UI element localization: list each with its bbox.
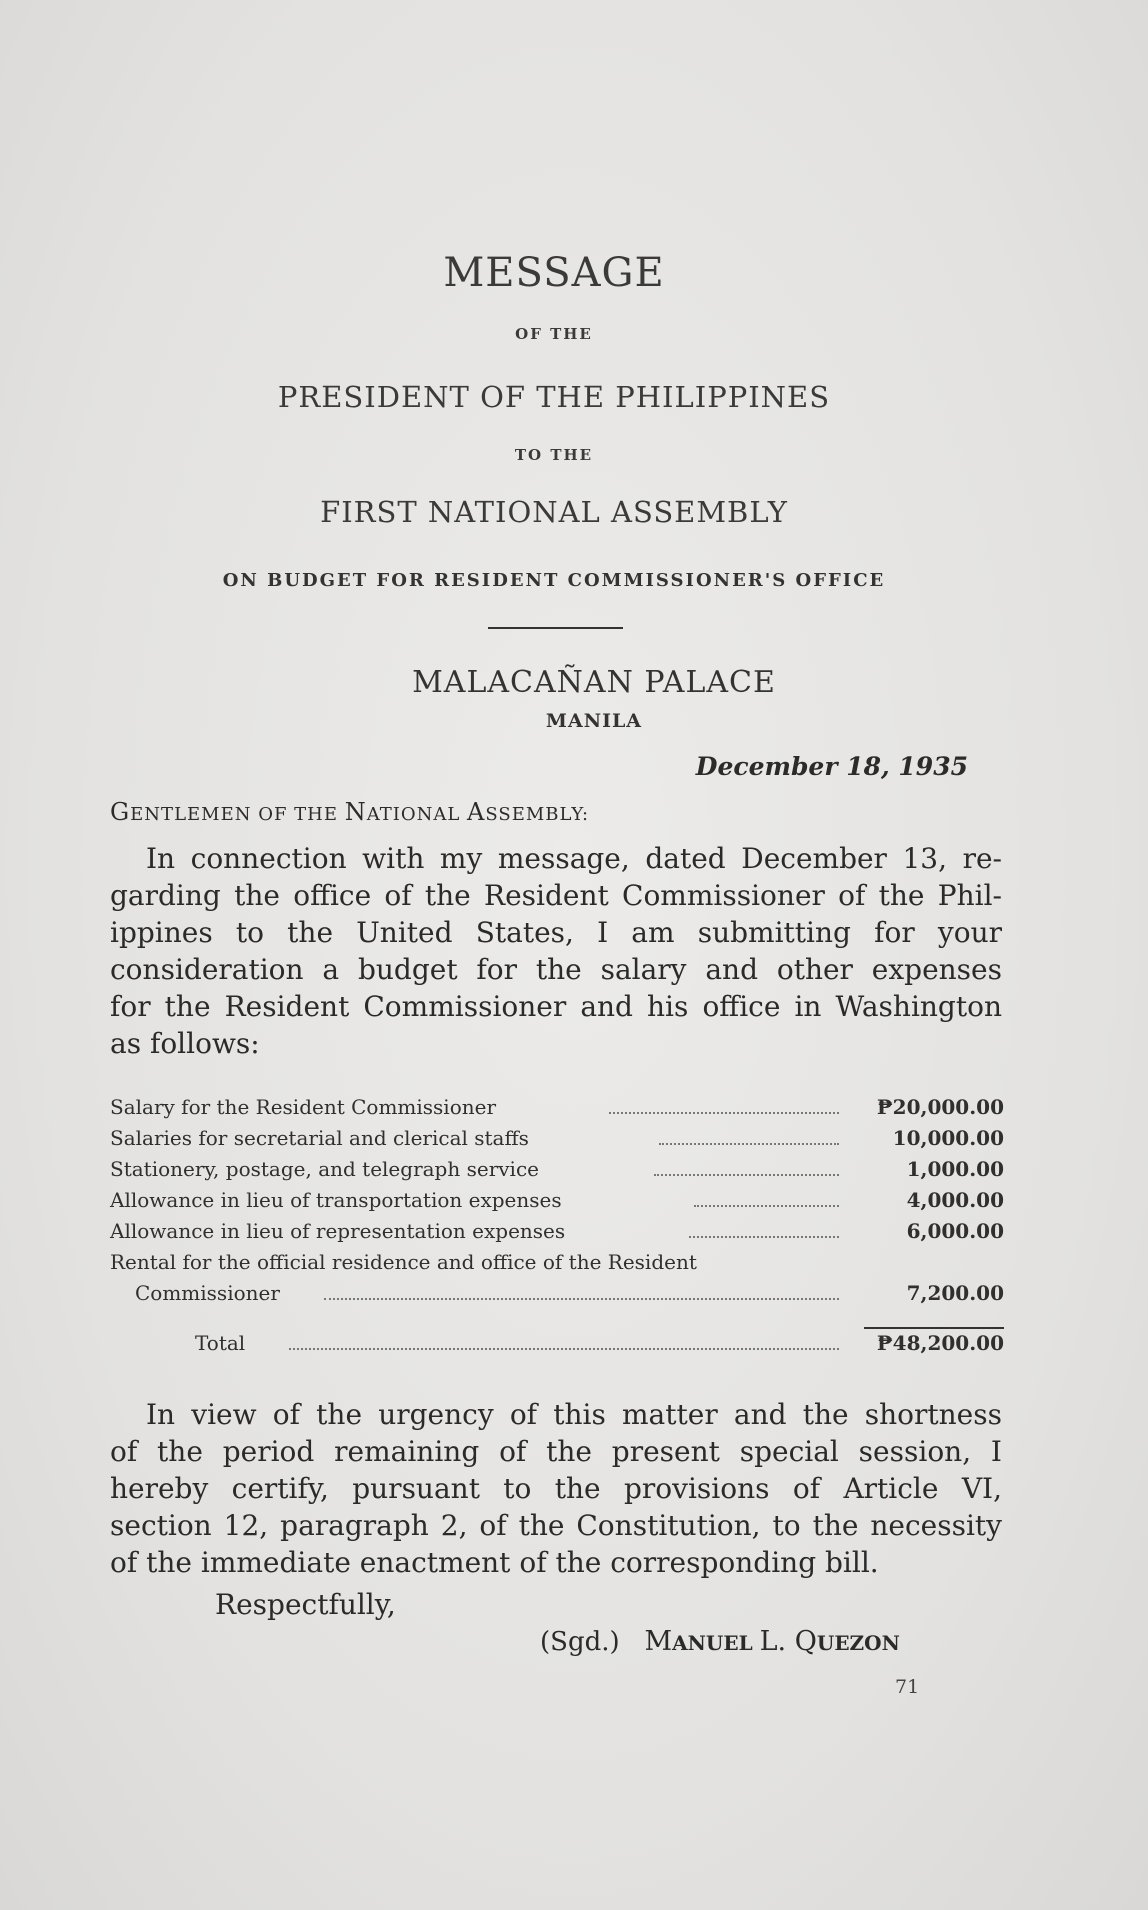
signature-rest-1: ANUEL [672, 1631, 760, 1655]
paragraph-line: In view of the urgency of this matter and the shortness [146, 1398, 1002, 1431]
budget-item-label: Salary for the Resident Commissioner [110, 1095, 497, 1119]
signature-initial: L. [759, 1626, 795, 1657]
budget-row [110, 1216, 1004, 1247]
budget-table [110, 1092, 1004, 1359]
budget-item-amount: 10,000.00 [892, 1126, 1004, 1150]
budget-item-label: Allowance in lieu of transportation expenses [110, 1188, 562, 1212]
page-number: 71 [895, 1676, 920, 1698]
signature-rest-2: UEZON [816, 1631, 900, 1655]
signature-cap-m: M [644, 1626, 673, 1657]
leader-dots [654, 1174, 839, 1176]
letter-date: December 18, 1935 [695, 752, 968, 781]
budget-total-amount: ₱48,200.00 [876, 1331, 1004, 1355]
paragraph-line: of the immediate enactment of the corresponding bill. [110, 1546, 879, 1579]
salutation-cap-n: N [344, 798, 367, 826]
subject-line: ON BUDGET FOR RESIDENT COMMISSIONER'S OFFICE [222, 570, 886, 591]
leader-dots [289, 1348, 839, 1350]
leader-dots [324, 1298, 839, 1300]
budget-row [110, 1092, 1004, 1123]
budget-item-amount: 4,000.00 [906, 1188, 1004, 1212]
salutation-cap-g: G [110, 798, 131, 826]
budget-row [110, 1123, 1004, 1154]
budget-item-label: Allowance in lieu of representation expenses [110, 1219, 566, 1243]
budget-item-label: Stationery, postage, and telegraph service [110, 1157, 539, 1181]
paragraph-line: section 12, paragraph 2, of the Constitution, to the necessity [110, 1509, 1002, 1542]
palace-heading: MALACAÑAN PALACE [412, 665, 776, 700]
budget-item-amount: 6,000.00 [906, 1219, 1004, 1243]
city-heading: MANILA [545, 710, 643, 732]
closing-paragraph [110, 1396, 1002, 1581]
budget-row [110, 1247, 1004, 1278]
salutation [110, 798, 589, 826]
of-the-line: OF THE [515, 325, 593, 343]
salutation-rest-2: ATIONAL [366, 804, 468, 825]
salutation-rest-1: ENTLEMEN OF THE [130, 804, 345, 825]
document-title: MESSAGE [443, 250, 665, 296]
budget-item-amount: 7,200.00 [906, 1281, 1004, 1305]
salutation-cap-a: A [467, 798, 486, 826]
paragraph-line: garding the office of the Resident Commissioner of the Phil- [110, 879, 1002, 912]
paragraph-line: hereby certify, pursuant to the provisions of Article VI, [110, 1472, 1002, 1505]
budget-row [110, 1185, 1004, 1216]
paragraph-line: In connection with my message, dated December 13, re- [146, 842, 1002, 875]
president-heading: PRESIDENT OF THE PHILIPPINES [277, 380, 831, 414]
salutation-rest-3: SSEMBLY: [485, 804, 590, 825]
closing-phrase: Respectfully, [215, 1588, 396, 1621]
paragraph-line: as follows: [110, 1027, 260, 1060]
paragraph-line: ippines to the United States, I am submitting for your [110, 916, 1002, 949]
budget-row-continued [110, 1278, 1004, 1309]
leader-dots [609, 1112, 839, 1114]
paragraph-line: consideration a budget for the salary and other expenses [110, 953, 1002, 986]
budget-item-label: Salaries for secretarial and clerical staffs [110, 1126, 529, 1150]
budget-item-amount: 1,000.00 [906, 1157, 1004, 1181]
leader-dots [659, 1143, 839, 1145]
budget-item-amount: ₱20,000.00 [876, 1095, 1004, 1119]
budget-item-label-continued: Commissioner [135, 1281, 280, 1305]
divider-rule [488, 627, 623, 629]
leader-dots [689, 1236, 839, 1238]
leader-dots [694, 1205, 839, 1207]
total-rule [864, 1327, 1004, 1329]
sgd-mark: (Sgd.) [540, 1627, 620, 1657]
intro-paragraph [110, 840, 1002, 1062]
signature-line [540, 1626, 900, 1657]
budget-total-row [110, 1328, 1004, 1359]
assembly-heading: FIRST NATIONAL ASSEMBLY [320, 495, 788, 529]
signature-cap-q: Q [794, 1626, 817, 1657]
to-the-line: TO THE [514, 446, 594, 464]
paragraph-line: for the Resident Commissioner and his office in Washington [110, 990, 1002, 1023]
budget-item-label: Rental for the official residence and office of the Resident [110, 1250, 697, 1274]
budget-row [110, 1154, 1004, 1185]
paragraph-line: of the period remaining of the present special session, I [110, 1435, 1002, 1468]
budget-total-label: Total [195, 1331, 246, 1355]
